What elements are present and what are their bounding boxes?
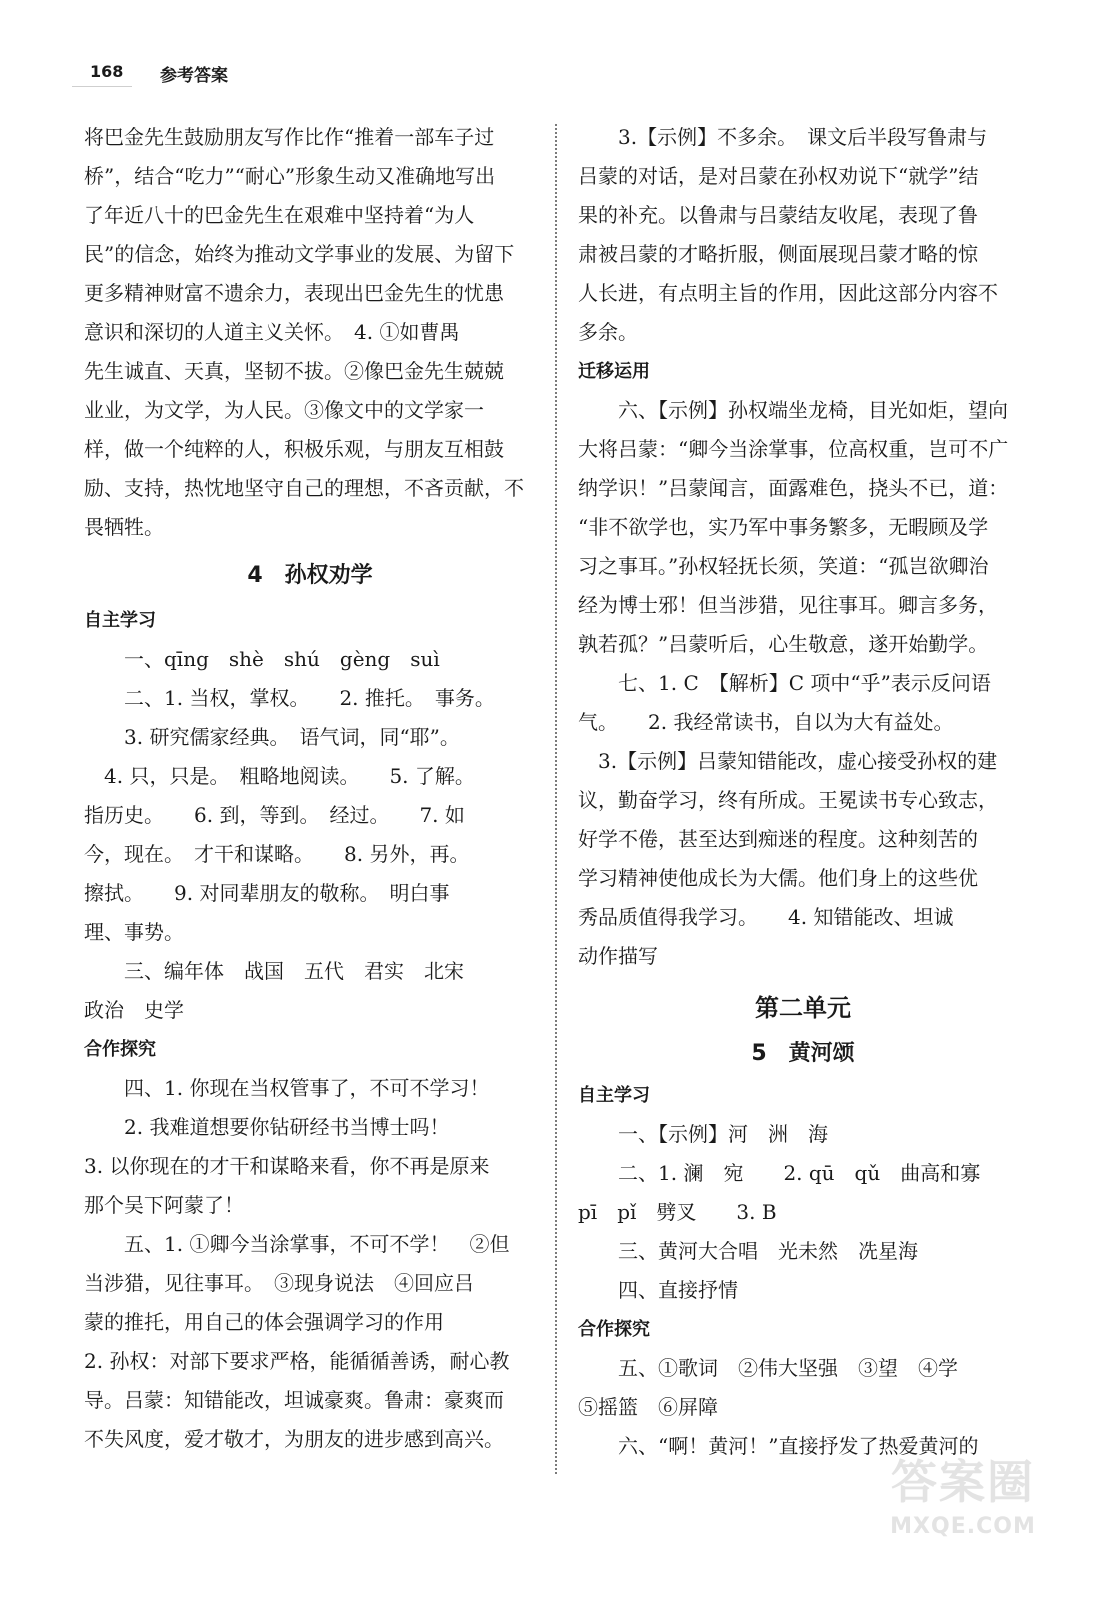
text-line: 好学不倦，甚至达到痴迷的程度。这种刻苦的 (578, 827, 978, 851)
text-line: 先生诚直、天真，坚韧不拔。②像巴金先生兢兢 (84, 359, 504, 383)
section-self-study (84, 640, 536, 1030)
text-line: 纳学识！”吕蒙闻言，面露难色，挠头不已，道： (578, 476, 1009, 500)
text-line: 更多精神财富不遗余力，表现出巴金先生的忧患 (84, 281, 504, 305)
text-line: 蒙的推托，用自己的体会强调学习的作用 (84, 1310, 444, 1334)
text-line: 导。吕蒙：知错能改，坦诚豪爽。鲁肃：豪爽而 (84, 1388, 504, 1412)
text-line: 大将吕蒙：“卿今当涂掌事，位高权重，岂可不广 (578, 437, 1009, 461)
text-line: 政治 史学 (84, 998, 184, 1022)
text-line: 人长进，有点明主旨的作用，因此这部分内容不 (578, 281, 998, 305)
text-line: 指历史。 6. 到，等到。 经过。 7. 如 (84, 803, 465, 827)
text-line: 孰若孤？”吕蒙听后，心生敬意，遂开始勤学。 (578, 632, 989, 656)
section-heading: 迁移运用 (578, 361, 650, 382)
text-line: pī pǐ 劈叉 3. B (578, 1200, 777, 1224)
text-line: ⑤摇篮 ⑥屏障 (578, 1395, 718, 1419)
watermark-logo (863, 1452, 1063, 1572)
text-line: 吕蒙的对话，是对吕蒙在孙权劝说下“就学”结 (578, 164, 979, 188)
left-column (84, 118, 536, 1459)
text-line: 七、1. C 【解析】C 项中“乎”表示反问语 (618, 671, 991, 695)
text-line: 意识和深切的人道主义关怀。 4. ①如曹禺 (84, 320, 460, 344)
text-line: “非不欲学也，实乃军中事务繁多，无暇顾及学 (578, 515, 989, 539)
text-line: 四、1. 你现在当权管事了，不可不学习！ (124, 1076, 490, 1100)
text-line: 业业，为文学，为人民。③像文中的文学家一 (84, 398, 484, 422)
watermark-brand: 答案圈 (891, 1455, 1035, 1509)
text-line: 2. 孙权：对部下要求严格，能循循善诱，耐心教 (84, 1349, 510, 1373)
text-line: 理、事势。 (84, 920, 184, 944)
text-line: 不失风度，爱才敬才，为朋友的进步感到高兴。 (84, 1427, 504, 1451)
text-line: 了年近八十的巴金先生在艰难中坚持着“为人 (84, 203, 475, 227)
text-line: 六、“啊！黄河！”直接抒发了热爱黄河的 (618, 1434, 979, 1458)
text-line: 二、1. 当权，掌权。 2. 推托。 事务。 (124, 686, 495, 710)
text-line: 六、【示例】孙权端坐龙椅，目光如炬，望向 (618, 398, 1008, 422)
text-line: 励、支持，热忱地坚守自己的理想，不吝贡献，不 (84, 476, 524, 500)
text-line: 五、1. ①卿今当涂掌事，不可不学！ ②但 (124, 1232, 510, 1256)
text-line: 气。 2. 我经常读书，自以为大有益处。 (578, 710, 954, 734)
text-line: 一、【示例】河 洲 海 (618, 1122, 828, 1146)
right-top-paragraph (578, 118, 1028, 352)
text-line: 习之事耳。”孙权轻抚长须，笑道：“孤岂欲卿治 (578, 554, 989, 578)
section-heading: 合作探究 (578, 1319, 650, 1340)
section-heading: 合作探究 (84, 1039, 156, 1060)
text-line: 擦拭。 9. 对同辈朋友的敬称。 明白事 (84, 881, 450, 905)
text-line: 二、1. 澜 宛 2. qū qǔ 曲高和寡 (618, 1161, 981, 1185)
text-line: 样，做一个纯粹的人，积极乐观，与朋友互相鼓 (84, 437, 504, 461)
right-column (578, 118, 1028, 1466)
text-line: 多余。 (578, 320, 638, 344)
header-rule (72, 86, 132, 87)
text-line: 三、黄河大合唱 光未然 冼星海 (618, 1239, 918, 1263)
text-line: 动作描写 (578, 944, 658, 968)
text-line: 2. 我难道想要你钻研经书当博士吗！ (124, 1115, 450, 1139)
page-number: 168 (90, 62, 124, 81)
text-line: 将巴金先生鼓励朋友写作比作“推着一部车子过 (84, 125, 495, 149)
unit-title: 第二单元 (755, 994, 851, 1022)
section-heading: 自主学习 (578, 1085, 650, 1106)
text-line: 3. 以你现在的才干和谋略来看，你不再是原来 (84, 1154, 490, 1178)
text-line: 肃被吕蒙的才略折服，侧面展现吕蒙才略的惊 (578, 242, 978, 266)
text-line: 当涉猎，见往事耳。 ③现身说法 ④回应吕 (84, 1271, 474, 1295)
text-line: 果的补充。以鲁肃与吕蒙结友收尾，表现了鲁 (578, 203, 978, 227)
text-line: 今，现在。 才干和谋略。 8. 另外，再。 (84, 842, 470, 866)
text-line: 秀品质值得我学习。 4. 知错能改、坦诚 (578, 905, 954, 929)
text-line: 3.【示例】吕蒙知错能改，虚心接受孙权的建 (598, 749, 998, 773)
text-line: 4. 只，只是。 粗略地阅读。 5. 了解。 (104, 764, 475, 788)
text-line: 桥”，结合“吃力”“耐心”形象生动又准确地写出 (84, 164, 496, 188)
text-line: 一、qīng shè shú gèng suì (124, 647, 440, 671)
section-heading: 自主学习 (84, 610, 156, 631)
text-line: 3. 研究儒家经典。 语气词，同“耶”。 (124, 725, 460, 749)
text-line: 三、编年体 战国 五代 君实 北宋 (124, 959, 464, 983)
text-line: 民”的信念，始终为推动文学事业的发展、为留下 (84, 242, 515, 266)
text-line: 经为博士邪！但当涉猎，见往事耳。卿言多务， (578, 593, 998, 617)
header-title: 参考答案 (160, 66, 228, 86)
column-divider (555, 124, 557, 1474)
text-line: 那个吴下阿蒙了！ (84, 1193, 244, 1217)
section-cooperative (84, 1069, 536, 1459)
text-line: 五、①歌词 ②伟大坚强 ③望 ④学 (618, 1356, 958, 1380)
section-cooperative (578, 1349, 1028, 1466)
text-line: 学习精神使他成长为大儒。他们身上的这些优 (578, 866, 978, 890)
section-self-study (578, 1115, 1028, 1310)
lesson-title: 4 孙权劝学 (247, 563, 373, 588)
text-line: 3.【示例】不多余。 课文后半段写鲁肃与 (618, 125, 988, 149)
section-transfer (578, 391, 1028, 976)
page-header (72, 60, 472, 90)
text-line: 畏牺牲。 (84, 515, 164, 539)
left-top-paragraph (84, 118, 536, 547)
lesson-title: 5 黄河颂 (751, 1041, 855, 1066)
text-line: 议，勤奋学习，终有所成。王冕读书专心致志， (578, 788, 998, 812)
watermark-url: MXQE.COM (890, 1514, 1036, 1539)
text-line: 四、直接抒情 (618, 1278, 738, 1302)
